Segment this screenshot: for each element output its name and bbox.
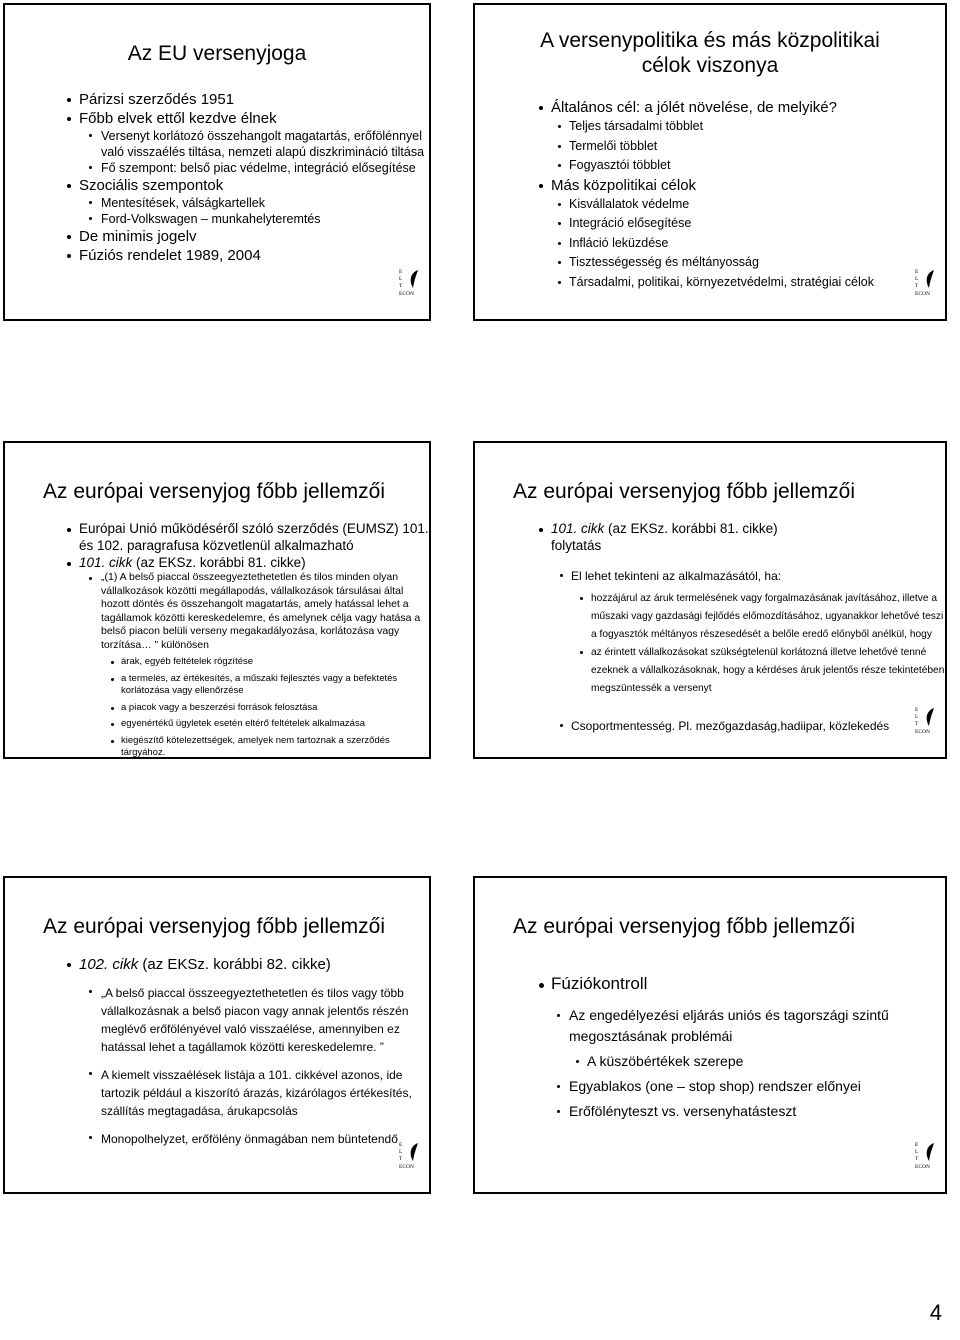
slide-merger-control	[473, 876, 947, 1194]
list-item: Szociális szempontok	[5, 176, 429, 195]
list-item: Más közpolitikai célok	[475, 176, 945, 195]
list-item: Versenyt korlátozó összehangolt magatartás, erőfölénnyel való visszaélés tiltása, nemzeti alapú diszkrimináció tiltása	[5, 128, 429, 160]
logo-letter: E	[399, 1142, 403, 1148]
slide-title: Az európai versenyjog főbb jellemzői	[43, 480, 386, 503]
list-item: Erőfölényteszt vs. versenyhatásteszt	[475, 1101, 945, 1122]
logo-letter: L	[399, 1149, 403, 1155]
list-item: „(1) A belső piaccal összeegyeztethetetlen és tilos minden olyan vállalkozások közötti megállapodás, vállalkozások társulásai által hozott döntés és összehangolt magatartás, amely hatással lehet a tagállamok közötti kereskedelemre, és amelynek célja vagy hatása a belső piacon belüli verseny megakadályozása, korlátozása vagy torzítása… ” különösen	[5, 571, 429, 652]
list-item: Az engedélyezési eljárás uniós és tagországi szintű megosztásának problémái	[475, 1005, 945, 1047]
list-item: De minimis jogelv	[5, 227, 429, 246]
logo-letter: E	[915, 1142, 919, 1148]
list-item: Fogyasztói többlet	[475, 156, 945, 176]
logo-letter: L	[915, 714, 919, 720]
logo-letter: L	[915, 276, 919, 282]
slide-title: Az EU versenyjoga	[127, 42, 307, 65]
title-line: A versenypolitika és más közpolitikai	[540, 29, 880, 52]
elte-econ-logo	[399, 1142, 423, 1172]
article-note: (az EKSz. korábbi 81. cikke)	[136, 555, 306, 570]
list-item: a piacok vagy a beszerzési források felosztása	[5, 702, 429, 715]
leaf-icon	[924, 269, 936, 289]
elte-econ-logo	[915, 1142, 939, 1172]
list-item: folytatás	[551, 538, 602, 553]
list-item: Általános cél: a jólét növelése, de melyiké?	[475, 98, 945, 117]
bullet-list	[5, 955, 429, 1148]
list-item: Fő szempont: belső piac védelme, integráció elősegítése	[5, 160, 429, 176]
article-label: 102. cikk	[79, 956, 139, 973]
list-item: Teljes társadalmi többlet	[475, 117, 945, 137]
bullet-list	[5, 90, 429, 265]
logo-letter: T	[915, 283, 919, 289]
title-line: célok viszonya	[641, 54, 779, 77]
bullet-list	[475, 973, 945, 1122]
list-item	[5, 554, 429, 571]
list-item: Fúziós rendelet 1989, 2004	[5, 246, 429, 265]
list-item: kiegészítő kötelezettségek, amelyek nem tartoznak a szerződés tárgyához.	[5, 735, 429, 760]
slide-competition-policy-goals	[473, 3, 947, 321]
logo-letter: E	[399, 269, 403, 275]
list-item: Fúziókontroll	[475, 973, 945, 995]
logo-letter: T	[915, 721, 919, 727]
bullet-list	[5, 520, 429, 759]
logo-letter: E	[915, 707, 919, 713]
list-item: Egyablakos (one – stop shop) rendszer előnyei	[475, 1076, 945, 1097]
page-number: 4	[929, 1300, 942, 1325]
list-item: Csoportmentesség. Pl. mezőgazdaság,hadiipar, közlekedés	[475, 718, 945, 734]
list-item: a termelés, az értékesítés, a műszaki fejlesztés vagy a befektetés korlátozása vagy ellenőrzése	[5, 673, 429, 698]
logo-letter: ECON	[399, 291, 414, 297]
list-item: árak, egyéb feltételek rögzítése	[5, 656, 429, 669]
list-item: „A belső piaccal összeegyeztethetetlen és tilos vagy több vállalkozásnak a belső piacon vagy annak jelentős részén meglévő erőfölényével való visszaélése, amennyiben ez hatással lehet a tagállamok közötti kereskedelemre. ”	[5, 984, 429, 1056]
list-item: hozzájárul az áruk termelésének vagy forgalmazásának javításához, illetve a műszaki vagy gazdasági fejlődés előmozdításához, ugyanakkor lehetővé teszi a fogyasztók méltányos részesedését a belőle eredő előnyből anélkül, hogy	[475, 590, 945, 644]
logo-letter: ECON	[915, 729, 930, 735]
slide-title: Az európai versenyjog főbb jellemzői	[43, 915, 386, 938]
list-item: Mentesítések, válságkartellek	[5, 195, 429, 211]
bullet-list	[475, 520, 945, 734]
list-item: A küszöbértékek szerepe	[475, 1051, 945, 1072]
list-item: Társadalmi, politikai, környezetvédelmi, stratégiai célok	[475, 273, 945, 293]
slide-eu-law-article-101-continued	[473, 441, 947, 759]
logo-letter: T	[915, 1156, 919, 1162]
article-label: 101. cikk	[79, 555, 133, 570]
elte-econ-logo	[915, 707, 939, 737]
leaf-icon	[924, 707, 936, 727]
logo-letter: L	[399, 276, 403, 282]
list-item: El lehet tekinteni az alkalmazásától, ha:	[475, 568, 945, 584]
slide-eu-law-article-101	[3, 441, 431, 759]
slide-title: Az európai versenyjog főbb jellemzői	[513, 915, 856, 938]
list-item: egyenértékű ügyletek esetén eltérő feltételek alkalmazása	[5, 718, 429, 731]
logo-letter: ECON	[399, 1164, 414, 1170]
elte-econ-logo	[399, 269, 423, 299]
list-item: Integráció elősegítése	[475, 214, 945, 234]
logo-letter: ECON	[915, 291, 930, 297]
list-item: A kiemelt visszaélések listája a 101. cikkével azonos, ide tartozik például a kiszorító árazás, kizárólagos értékesítés, szállítás megtagadása, árukapcsolás	[5, 1066, 429, 1120]
slide-title	[475, 5, 945, 78]
article-note: (az EKSz. korábbi 81. cikke)	[604, 521, 778, 536]
logo-letter: E	[915, 269, 919, 275]
logo-letter: T	[399, 283, 403, 289]
list-item: Párizsi szerződés 1951	[5, 90, 429, 109]
list-item	[5, 955, 429, 974]
list-item: Ford-Volkswagen – munkahelyteremtés	[5, 211, 429, 227]
list-item: Monopolhelyzet, erőfölény önmagában nem büntetendő	[5, 1130, 429, 1148]
logo-letter: T	[399, 1156, 403, 1162]
logo-letter: ECON	[915, 1164, 930, 1170]
list-item: Főbb elvek ettől kezdve élnek	[5, 109, 429, 128]
list-item: Tisztességesség és méltányosság	[475, 253, 945, 273]
slide-title: Az európai versenyjog főbb jellemzői	[513, 480, 856, 503]
leaf-icon	[924, 1142, 936, 1162]
list-item: Kisvállalatok védelme	[475, 195, 945, 215]
article-label: 101. cikk	[551, 521, 605, 536]
list-item: Infláció leküzdése	[475, 234, 945, 254]
logo-letter: L	[915, 1149, 919, 1155]
article-note: (az EKSz. korábbi 82. cikke)	[138, 956, 331, 973]
list-item: Termelői többlet	[475, 137, 945, 157]
slide-eu-law-article-102	[3, 876, 431, 1194]
slide-eu-competition-law	[3, 3, 431, 321]
bullet-list	[475, 98, 945, 292]
list-item: az érintett vállalkozásokat szükségtelenül korlátozná illetve lehetővé tenné ezeknek a vállalkozásoknak, hogy a kérdéses áruk jelentős része tekintetében megszüntessék a versenyt	[475, 644, 945, 698]
leaf-icon	[408, 269, 420, 289]
leaf-icon	[408, 1142, 420, 1162]
elte-econ-logo	[915, 269, 939, 299]
list-item: Európai Unió működéséről szóló szerződés (EUMSZ) 101. és 102. paragrafusa közvetlenül alkalmazható	[5, 520, 429, 554]
list-item	[475, 520, 945, 537]
